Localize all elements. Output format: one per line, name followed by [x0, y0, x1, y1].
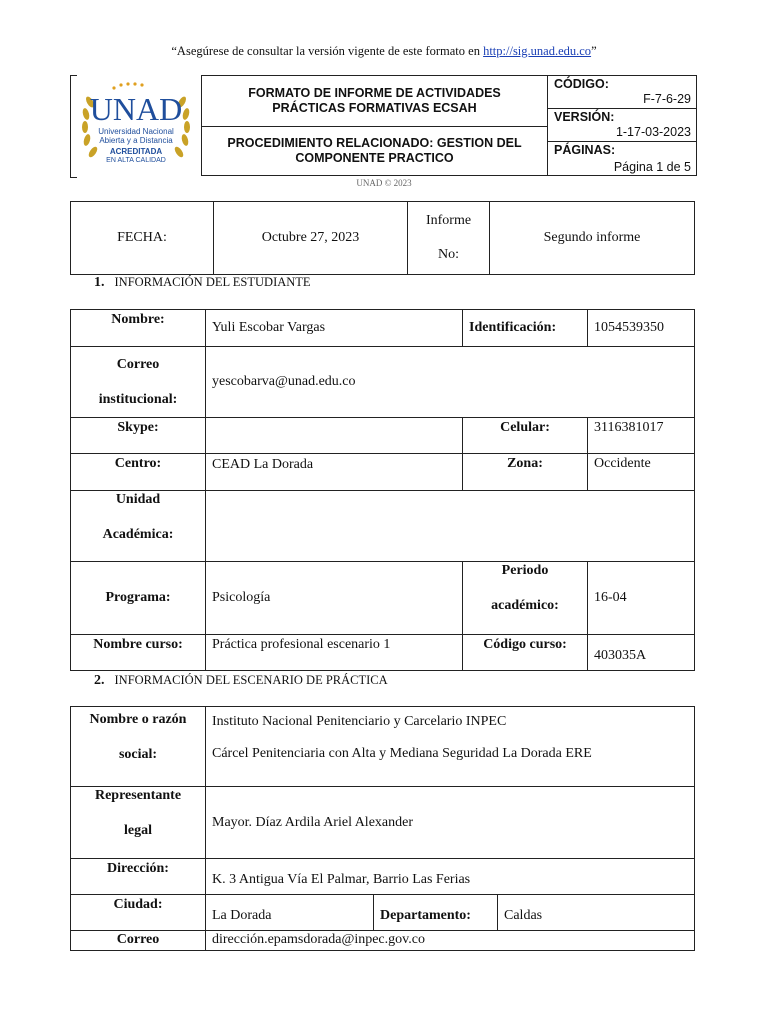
- version-notice: “Asegúrese de consultar la versión vigente de este formato en http://sig.unad.edu.co”: [171, 44, 597, 58]
- celular-value: 3116381017: [588, 418, 695, 454]
- codigo-curso-value: 403035A: [588, 635, 695, 671]
- direccion-label: Dirección:: [71, 859, 206, 895]
- svg-text:ACREDITADA: ACREDITADA: [109, 147, 163, 156]
- departamento-label: Departamento:: [374, 895, 498, 931]
- ciudad-value: La Dorada: [206, 895, 374, 931]
- zona-value: Occidente: [588, 454, 695, 491]
- scenario-info-table: [70, 706, 695, 951]
- identificacion-value: 1054539350: [588, 310, 695, 347]
- ciudad-label: Ciudad:: [71, 895, 206, 931]
- correo-escenario-value: dirección.epamsdorada@inpec.gov.co: [206, 931, 695, 951]
- student-info-table: [70, 309, 695, 671]
- nombre-value: Yuli Escobar Vargas: [206, 310, 463, 347]
- programa-label: Programa:: [71, 562, 206, 635]
- fecha-value: Octubre 27, 2023: [214, 202, 408, 275]
- correo-value: yescobarva@unad.edu.co: [206, 347, 695, 418]
- celular-label: Celular:: [463, 418, 588, 454]
- representante-label: Representante legal: [71, 787, 206, 859]
- correo-escenario-label: Correo: [71, 931, 206, 951]
- section-2-heading: 2. INFORMACIÓN DEL ESCENARIO DE PRÁCTICA: [94, 673, 388, 688]
- header-title-block: [201, 75, 548, 176]
- direccion-value: K. 3 Antigua Vía El Palmar, Barrio Las Ferias: [206, 859, 695, 895]
- informe-label: Informe No:: [408, 202, 490, 275]
- razon-social-value: Instituto Nacional Penitenciario y Carcelario INPEC Cárcel Penitenciaria con Alta y Mediana Seguridad La Dorada ERE: [206, 707, 695, 787]
- identificacion-label: Identificación:: [463, 310, 588, 347]
- programa-value: Psicología: [206, 562, 463, 635]
- codigo-curso-label: Código curso:: [463, 635, 588, 671]
- periodo-value: 16-04: [588, 562, 695, 635]
- centro-value: CEAD La Dorada: [206, 454, 463, 491]
- version-cell: VERSIÓN: 1-17-03-2023: [548, 109, 696, 142]
- paginas-cell: PÁGINAS: Página 1 de 5: [554, 143, 691, 174]
- periodo-label: Periodo académico:: [463, 562, 588, 635]
- logo-brand: UNAD: [89, 91, 183, 127]
- informe-value: Segundo informe: [490, 202, 695, 275]
- skype-label: Skype:: [71, 418, 206, 454]
- nombre-curso-value: Práctica profesional escenario 1: [206, 635, 463, 671]
- header-meta-block: [547, 75, 697, 176]
- departamento-value: Caldas: [498, 895, 695, 931]
- svg-text:Abierta y a Distancia: Abierta y a Distancia: [99, 136, 173, 145]
- codigo-cell: CÓDIGO: F-7-6-29: [548, 76, 696, 109]
- date-table: [70, 201, 695, 275]
- unidad-value: [206, 491, 695, 562]
- copyright: UNAD © 2023: [356, 178, 412, 188]
- svg-text:EN ALTA CALIDAD: EN ALTA CALIDAD: [106, 157, 166, 164]
- form-title: FORMATO DE INFORME DE ACTIVIDADES PRÁCTICAS FORMATIVAS ECSAH: [202, 76, 547, 127]
- correo-label: Correo institucional:: [71, 347, 206, 418]
- unad-logo: [76, 80, 196, 170]
- unidad-label: Unidad Académica:: [71, 491, 206, 562]
- representante-value: Mayor. Díaz Ardila Ariel Alexander: [206, 787, 695, 859]
- fecha-label: FECHA:: [71, 202, 214, 275]
- skype-value: [206, 418, 463, 454]
- razon-social-label: Nombre o razón social:: [71, 707, 206, 787]
- svg-text:Universidad Nacional: Universidad Nacional: [98, 127, 174, 136]
- nombre-curso-label: Nombre curso:: [71, 635, 206, 671]
- procedure-title: PROCEDIMIENTO RELACIONADO: GESTION DEL COMPONENTE PRACTICO: [227, 136, 522, 165]
- nombre-label: Nombre:: [71, 310, 206, 347]
- centro-label: Centro:: [71, 454, 206, 491]
- zona-label: Zona:: [463, 454, 588, 491]
- sig-link[interactable]: http://sig.unad.edu.co: [483, 44, 592, 58]
- section-1-heading: 1. INFORMACIÓN DEL ESTUDIANTE: [94, 275, 311, 290]
